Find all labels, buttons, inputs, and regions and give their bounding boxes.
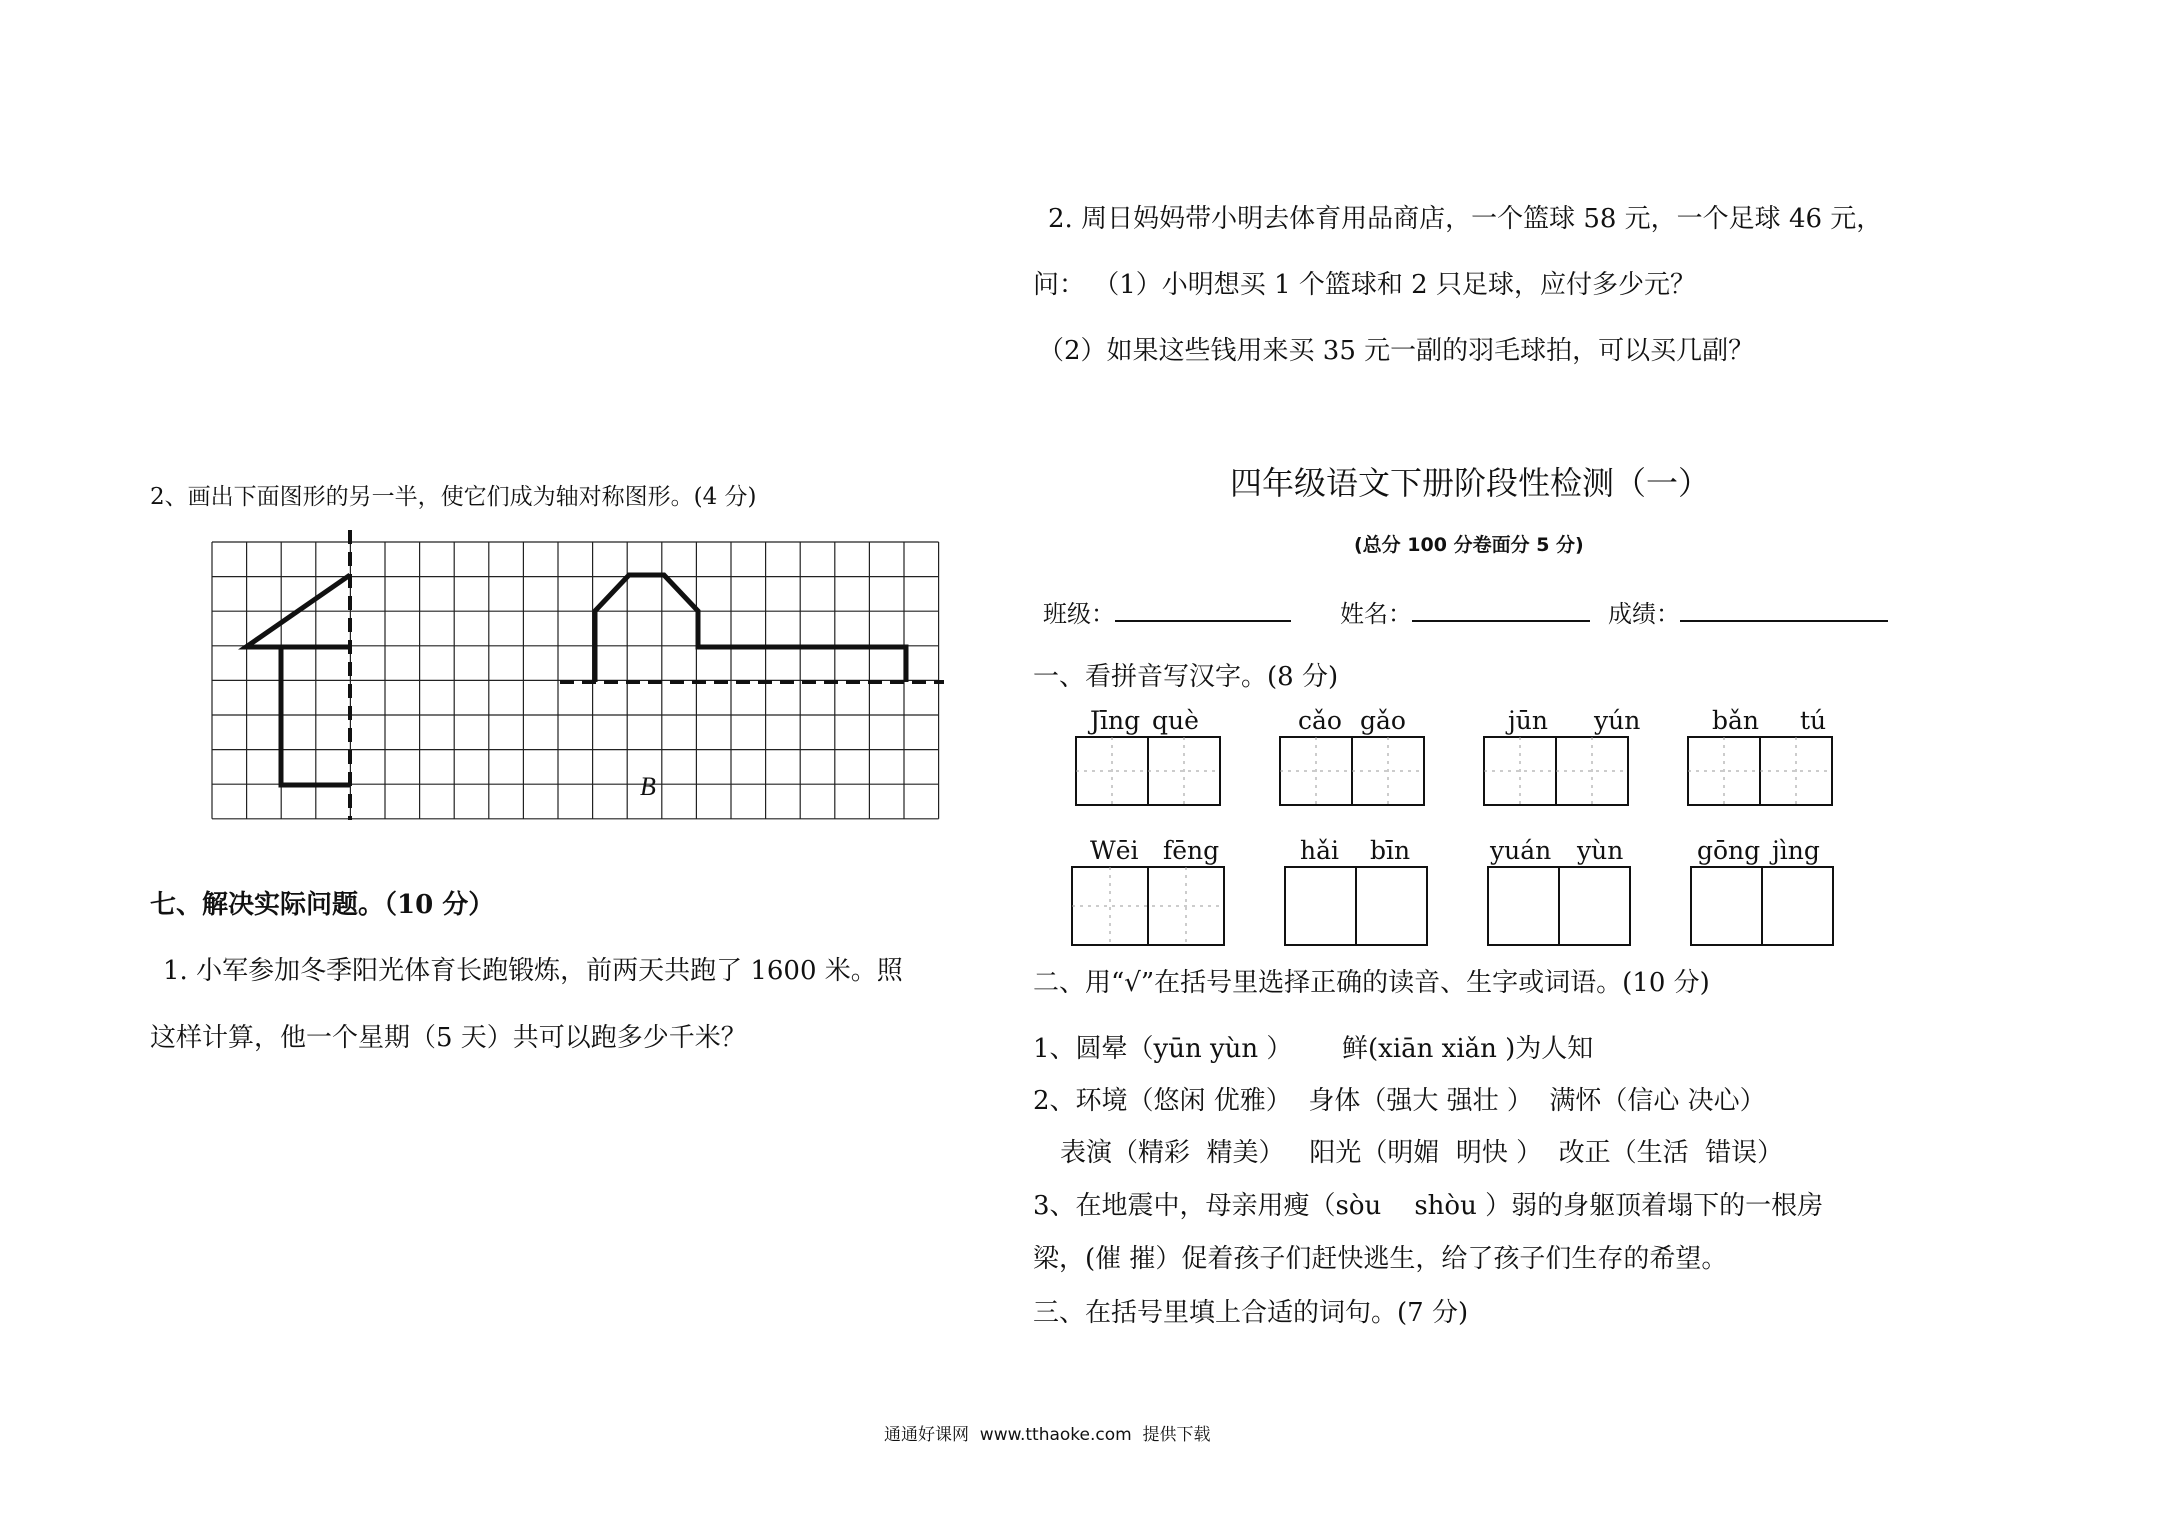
char-box-pair-1[interactable] — [1075, 736, 1223, 806]
pinyin-7a: yuán — [1490, 836, 1552, 865]
char-box-pair-4[interactable] — [1687, 736, 1835, 806]
section2-line4: 3、在地震中，母亲用瘦（sòu shòu ）弱的身躯顶着塌下的一根房 — [1033, 1191, 1824, 1221]
pinyin-3b: yún — [1594, 706, 1641, 735]
score-label: 成绩： — [1608, 600, 1680, 628]
grid-label: B — [640, 772, 656, 801]
pinyin-1a: Jīng — [1090, 706, 1141, 735]
pinyin-6b: bīn — [1370, 836, 1411, 865]
score-blank[interactable] — [1680, 596, 1888, 622]
pinyin-7b: yùn — [1577, 836, 1624, 865]
exam-title: 四年级语文下册阶段性检测（一） — [1230, 464, 1711, 502]
problem1-line1: 1. 小军参加冬季阳光体育长跑锻炼，前两天共跑了 1600 米。照 — [163, 956, 903, 986]
class-label: 班级： — [1043, 600, 1115, 628]
pinyin-4b: tú — [1800, 706, 1827, 735]
class-field — [1043, 594, 1291, 629]
q2-title: 2、画出下面图形的另一半，使它们成为轴对称图形。(4 分) — [150, 484, 757, 510]
problem1-line2: 这样计算，他一个星期（5 天）共可以跑多少千米？ — [150, 1023, 747, 1053]
section3-title: 三、在括号里填上合适的词句。(7 分) — [1033, 1298, 1469, 1328]
name-blank[interactable] — [1412, 596, 1590, 622]
char-box-pair-6[interactable] — [1284, 866, 1430, 946]
pinyin-4a: bǎn — [1712, 706, 1760, 735]
name-label: 姓名： — [1340, 600, 1412, 628]
section2-line1: 1、圆晕（yūn yùn ） 鲜(xiān xiǎn )为人知 — [1033, 1034, 1594, 1064]
pinyin-5b: fēng — [1163, 836, 1220, 865]
section2-line2: 2、环境（悠闲 优雅） 身体（强大 强壮 ） 满怀（信心 决心） — [1033, 1086, 1766, 1116]
problem2-line2: 问： （1）小明想买 1 个篮球和 2 只足球，应付多少元？ — [1033, 270, 1696, 300]
score-field — [1608, 594, 1888, 629]
symmetry-grid — [200, 530, 960, 830]
pinyin-2a: cǎo — [1298, 706, 1342, 735]
right-figure — [595, 575, 906, 682]
class-blank[interactable] — [1115, 596, 1291, 622]
pinyin-1b: què — [1152, 706, 1199, 735]
pinyin-8a: gōng — [1697, 836, 1761, 865]
section2-title: 二、用“√”在括号里选择正确的读音、生字或词语。(10 分) — [1033, 968, 1710, 998]
section2-line5: 梁，(催 摧）促着孩子们赶快逃生，给了孩子们生存的希望。 — [1033, 1244, 1728, 1274]
char-box-pair-3[interactable] — [1483, 736, 1631, 806]
name-field — [1340, 594, 1590, 629]
problem2-line3: （2）如果这些钱用来买 35 元一副的羽毛球拍，可以买几副？ — [1038, 336, 1755, 366]
pinyin-3a: jūn — [1508, 706, 1548, 735]
footer-text: 通通好课网 www.tthaoke.com 提供下载 — [884, 1425, 1211, 1445]
section1-title: 一、看拼音写汉字。(8 分) — [1033, 662, 1339, 692]
char-box-pair-2[interactable] — [1279, 736, 1427, 806]
char-box-pair-5[interactable] — [1071, 866, 1227, 946]
char-box-pair-7[interactable] — [1487, 866, 1633, 946]
problem2-line1: 2. 周日妈妈带小明去体育用品商店，一个篮球 58 元，一个足球 46 元， — [1048, 204, 1883, 234]
pinyin-8b: jìng — [1772, 836, 1820, 865]
pinyin-5a: Wēi — [1090, 836, 1139, 865]
section2-line3: 表演（精彩 精美） 阳光（明媚 明快 ） 改正（生活 错误） — [1060, 1138, 1784, 1168]
exam-subtitle: (总分 100 分卷面分 5 分) — [1354, 534, 1584, 556]
pinyin-6a: hǎi — [1300, 836, 1340, 865]
section7-title: 七、解决实际问题。（10 分） — [150, 890, 495, 920]
char-box-pair-8[interactable] — [1690, 866, 1836, 946]
pinyin-2b: gǎo — [1360, 706, 1406, 735]
